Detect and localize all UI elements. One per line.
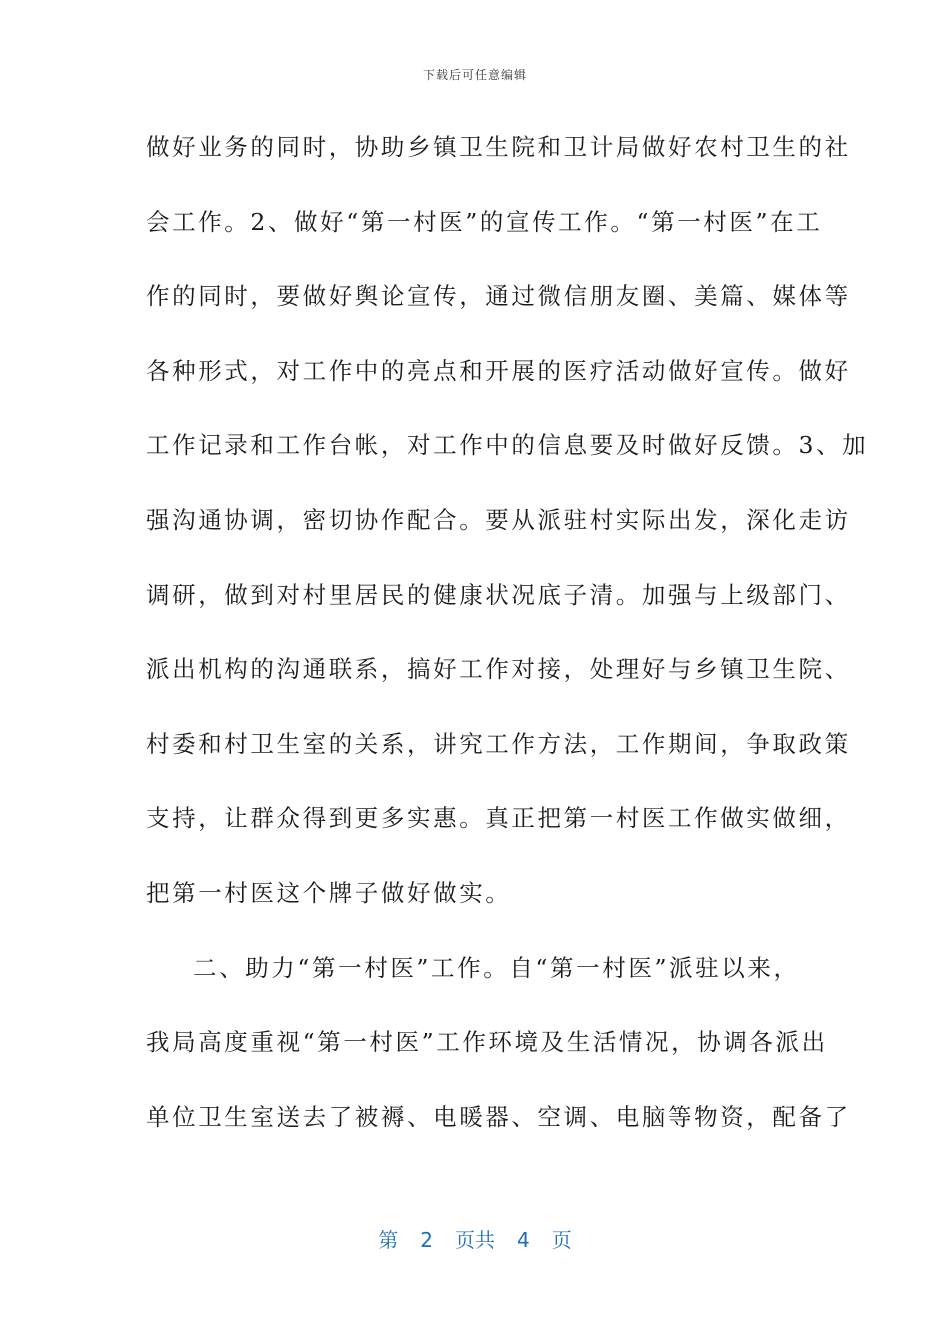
text-line: 工作记录和工作台帐，对工作中的信息要及时做好反馈。3、加 bbox=[146, 431, 869, 460]
paragraph-start-line: 二、助力“第一村医”工作。自“第一村医”派驻以来， bbox=[193, 953, 800, 982]
text-line: 我局高度重视“第一村医”工作环境及生活情况，协调各派出 bbox=[146, 1028, 828, 1057]
text-line: 强沟通协调，密切协作配合。要从派驻村实际出发，深化走访 bbox=[146, 505, 851, 534]
page-footer bbox=[0, 1224, 950, 1253]
text-line: 村委和村卫生室的关系，讲究工作方法，工作期间，争取政策 bbox=[146, 729, 851, 758]
total-pages-number: 4 bbox=[517, 1228, 530, 1252]
header-note: 下载后可任意编辑 bbox=[422, 68, 527, 82]
footer-middle: 页共 bbox=[455, 1228, 495, 1252]
text-line: 把第一村医这个牌子做好做实。 bbox=[146, 878, 512, 907]
footer-prefix: 第 bbox=[378, 1228, 399, 1252]
text-line: 会工作。2、做好“第一村医”的宣传工作。“第一村医”在工 bbox=[146, 207, 823, 236]
text-line: 作的同时，要做好舆论宣传，通过微信朋友圈、美篇、媒体等 bbox=[146, 282, 851, 311]
text-line: 各种形式，对工作中的亮点和开展的医疗活动做好宣传。做好 bbox=[146, 356, 851, 385]
document-body bbox=[146, 110, 869, 1154]
text-line: 支持，让群众得到更多实惠。真正把第一村医工作做实做细， bbox=[146, 804, 851, 833]
text-line: 做好业务的同时，协助乡镇卫生院和卫计局做好农村卫生的社 bbox=[146, 133, 851, 161]
footer-suffix: 页 bbox=[551, 1228, 572, 1252]
text-line: 调研，做到对村里居民的健康状况底子清。加强与上级部门、 bbox=[146, 580, 851, 609]
text-line: 派出机构的沟通联系，搞好工作对接，处理好与乡镇卫生院、 bbox=[146, 655, 851, 684]
current-page-number: 2 bbox=[420, 1228, 433, 1252]
text-line: 单位卫生室送去了被褥、电暖器、空调、电脑等物资，配备了 bbox=[146, 1102, 851, 1131]
